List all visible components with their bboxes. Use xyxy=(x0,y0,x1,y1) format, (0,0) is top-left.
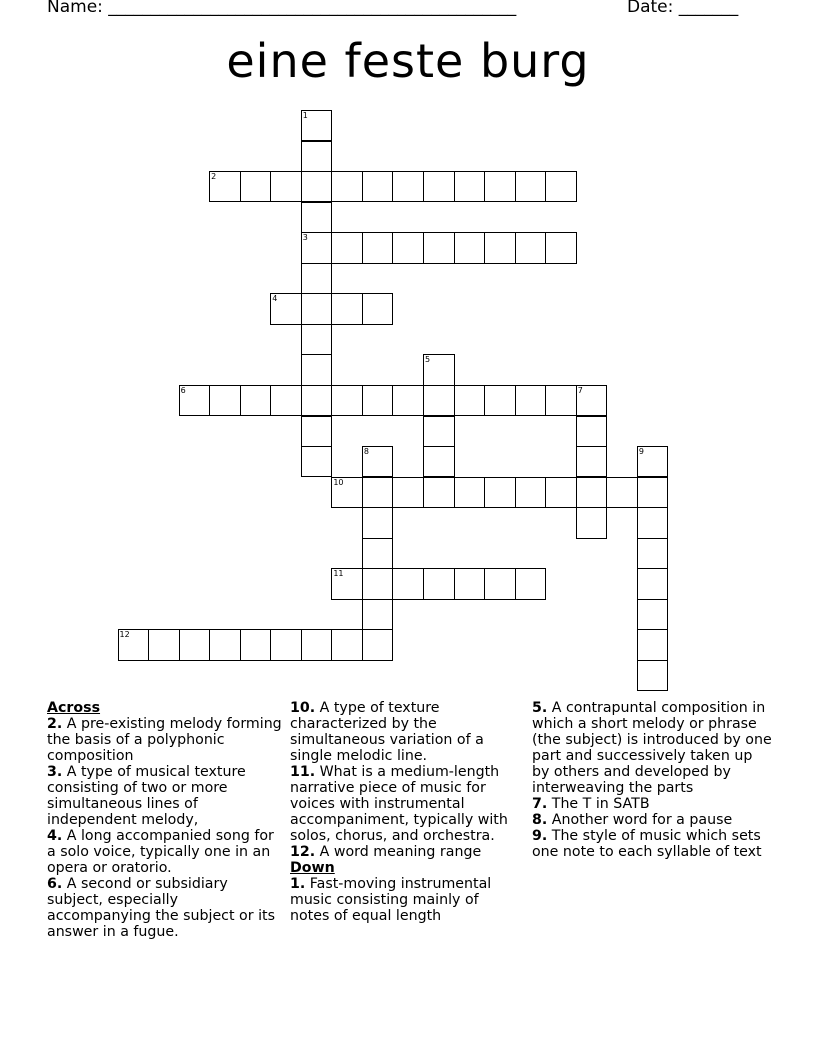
grid-cell[interactable] xyxy=(515,477,547,508)
grid-cell[interactable] xyxy=(331,171,363,202)
clue-item xyxy=(47,876,283,940)
grid-cell[interactable] xyxy=(637,660,669,691)
grid-cell[interactable] xyxy=(209,171,241,202)
clue-item-number: 5. xyxy=(532,700,548,716)
clue-item xyxy=(47,828,283,876)
grid-cell[interactable] xyxy=(637,446,669,477)
grid-cell[interactable] xyxy=(576,416,608,447)
grid-cell[interactable] xyxy=(423,385,455,416)
grid-cell[interactable] xyxy=(545,477,577,508)
grid-cell[interactable] xyxy=(301,141,333,172)
grid-cell[interactable] xyxy=(301,171,333,202)
grid-cell[interactable] xyxy=(301,293,333,324)
grid-cell[interactable] xyxy=(484,171,516,202)
grid-cell[interactable] xyxy=(362,599,394,630)
clue-item xyxy=(47,764,283,828)
grid-cell[interactable] xyxy=(331,477,363,508)
grid-cell[interactable] xyxy=(301,629,333,660)
clue-item-number: 12. xyxy=(290,844,316,860)
clue-item-text: A word meaning range xyxy=(315,844,482,860)
grid-cell[interactable] xyxy=(270,385,302,416)
grid-cell[interactable] xyxy=(454,477,486,508)
clues-column-3 xyxy=(532,700,772,860)
grid-cell[interactable] xyxy=(331,293,363,324)
grid-cell[interactable] xyxy=(240,171,272,202)
grid-cell[interactable] xyxy=(301,263,333,294)
grid-cell[interactable] xyxy=(118,629,150,660)
clue-number: 9 xyxy=(638,447,644,457)
grid-cell[interactable] xyxy=(637,538,669,569)
clue-number: 7 xyxy=(577,385,583,395)
grid-cell[interactable] xyxy=(301,385,333,416)
clue-item-text: A long accompanied song for a solo voice, typically one in an opera or oratorio. xyxy=(47,828,274,876)
date-field-label: Date: _______ xyxy=(627,0,739,17)
grid-cell[interactable] xyxy=(301,354,333,385)
clue-item xyxy=(290,700,522,764)
clue-number: 10 xyxy=(333,477,344,487)
grid-cell[interactable] xyxy=(545,232,577,263)
grid-cell[interactable] xyxy=(576,507,608,538)
grid-cell[interactable] xyxy=(606,477,638,508)
grid-cell[interactable] xyxy=(637,629,669,660)
grid-cell[interactable] xyxy=(209,385,241,416)
clue-item-text: A contrapuntal composition in which a short melody or phrase (the subject) is introduced by one part and successively taken up by others and developed by interweaving the parts xyxy=(532,700,772,796)
across-clue-list xyxy=(47,716,283,940)
grid-cell[interactable] xyxy=(148,629,180,660)
grid-cell[interactable] xyxy=(270,629,302,660)
grid-cell[interactable] xyxy=(362,629,394,660)
clue-item xyxy=(532,796,772,812)
clue-number: 11 xyxy=(333,569,344,579)
clue-number: 1 xyxy=(302,111,308,120)
clue-item-number: 11. xyxy=(290,764,316,780)
grid-cell[interactable] xyxy=(301,110,333,141)
clue-item-number: 8. xyxy=(532,812,548,828)
grid-cell[interactable] xyxy=(515,232,547,263)
clue-item xyxy=(532,700,772,796)
grid-cell[interactable] xyxy=(331,385,363,416)
down-clue-list xyxy=(290,876,522,924)
clue-item-text: What is a medium-length narrative piece of music for voices with instrumental accompaniment, typically with solos, chorus, and orchestra. xyxy=(290,764,508,844)
clue-item xyxy=(290,764,522,844)
grid-cell[interactable] xyxy=(362,477,394,508)
grid-cell[interactable] xyxy=(362,293,394,324)
clue-number: 3 xyxy=(302,233,308,243)
clue-item-text: Fast-moving instrumental music consisting mainly of notes of equal length xyxy=(290,876,492,924)
grid-cell[interactable] xyxy=(362,538,394,569)
grid-cell[interactable] xyxy=(637,477,669,508)
clue-number: 6 xyxy=(180,385,186,395)
clue-number: 5 xyxy=(425,355,431,365)
clue-item-text: A pre-existing melody forming the basis of a polyphonic composition xyxy=(47,716,282,764)
grid-cell[interactable] xyxy=(576,446,608,477)
clue-item-number: 9. xyxy=(532,828,548,844)
clues-column-1 xyxy=(47,700,283,940)
clue-item xyxy=(532,812,772,828)
grid-cell[interactable] xyxy=(392,171,424,202)
grid-cell[interactable] xyxy=(576,385,608,416)
clue-item-text: The T in SATB xyxy=(547,796,650,812)
grid-cell[interactable] xyxy=(454,568,486,599)
grid-cell[interactable] xyxy=(392,477,424,508)
grid-cell[interactable] xyxy=(545,385,577,416)
grid-cell[interactable] xyxy=(392,232,424,263)
clue-item xyxy=(290,876,522,924)
grid-cell[interactable] xyxy=(454,171,486,202)
grid-cell[interactable] xyxy=(392,568,424,599)
clue-item-number: 4. xyxy=(47,828,63,844)
grid-cell[interactable] xyxy=(545,171,577,202)
grid-cell[interactable] xyxy=(301,202,333,233)
grid-cell[interactable] xyxy=(484,385,516,416)
grid-cell[interactable] xyxy=(301,232,333,263)
grid-cell[interactable] xyxy=(179,629,211,660)
grid-cell[interactable] xyxy=(362,171,394,202)
grid-cell[interactable] xyxy=(209,629,241,660)
grid-cell[interactable] xyxy=(637,599,669,630)
clue-item-number: 7. xyxy=(532,796,548,812)
clue-item-text: Another word for a pause xyxy=(547,812,733,828)
clue-item-number: 6. xyxy=(47,876,63,892)
clue-item-text: The style of music which sets one note to each syllable of text xyxy=(532,828,762,860)
grid-cell[interactable] xyxy=(331,568,363,599)
grid-cell[interactable] xyxy=(515,385,547,416)
grid-cell[interactable] xyxy=(637,568,669,599)
clue-item-text: A type of musical texture consisting of two or more simultaneous lines of independent melody, xyxy=(47,764,246,828)
grid-cell[interactable] xyxy=(331,629,363,660)
clue-item xyxy=(532,828,772,860)
grid-cell[interactable] xyxy=(362,385,394,416)
grid-cell[interactable] xyxy=(362,568,394,599)
grid-cell[interactable] xyxy=(423,416,455,447)
grid-cell[interactable] xyxy=(423,171,455,202)
grid-cell[interactable] xyxy=(484,477,516,508)
grid-cell[interactable] xyxy=(362,446,394,477)
grid-cell[interactable] xyxy=(454,232,486,263)
clue-item-text: A type of texture characterized by the simultaneous variation of a single melodic line. xyxy=(290,700,484,764)
grid-cell[interactable] xyxy=(392,385,424,416)
clue-number: 8 xyxy=(363,447,369,457)
clue-item-text: A second or subsidiary subject, especially accompanying the subject or its answer in a fugue. xyxy=(47,876,275,940)
clue-item xyxy=(290,844,522,860)
clue-item-number: 2. xyxy=(47,716,63,732)
grid-cell[interactable] xyxy=(484,568,516,599)
grid-cell[interactable] xyxy=(484,232,516,263)
clue-number: 4 xyxy=(272,294,278,304)
grid-cell[interactable] xyxy=(301,446,333,477)
grid-cell[interactable] xyxy=(362,232,394,263)
grid-cell[interactable] xyxy=(515,568,547,599)
name-field-label: Name: ________________________________________________ xyxy=(47,0,517,17)
puzzle-title: eine feste burg xyxy=(226,34,590,88)
clue-item-number: 3. xyxy=(47,764,63,780)
grid-cell[interactable] xyxy=(240,385,272,416)
down-heading: Down xyxy=(290,860,335,876)
across-heading: Across xyxy=(47,700,101,716)
grid-cell[interactable] xyxy=(515,171,547,202)
clue-number: 2 xyxy=(211,172,217,182)
grid-cell[interactable] xyxy=(423,232,455,263)
grid-cell[interactable] xyxy=(270,293,302,324)
clues-column-2 xyxy=(290,700,522,924)
across-clue-list-continued xyxy=(290,700,522,860)
grid-cell[interactable] xyxy=(240,629,272,660)
grid-cell[interactable] xyxy=(423,568,455,599)
clue-number: 12 xyxy=(119,630,130,640)
grid-cell[interactable] xyxy=(576,477,608,508)
clue-item xyxy=(47,716,283,764)
grid-cell[interactable] xyxy=(301,416,333,447)
grid-cell[interactable] xyxy=(423,446,455,477)
grid-cell[interactable] xyxy=(270,171,302,202)
clue-item-number: 10. xyxy=(290,700,316,716)
grid-cell[interactable] xyxy=(454,385,486,416)
grid-cell[interactable] xyxy=(301,324,333,355)
grid-cell[interactable] xyxy=(362,507,394,538)
grid-cell[interactable] xyxy=(331,232,363,263)
grid-cell[interactable] xyxy=(423,354,455,385)
down-clue-list-continued xyxy=(532,700,772,860)
grid-cell[interactable] xyxy=(179,385,211,416)
grid-cell[interactable] xyxy=(423,477,455,508)
grid-cell[interactable] xyxy=(637,507,669,538)
clue-item-number: 1. xyxy=(290,876,306,892)
